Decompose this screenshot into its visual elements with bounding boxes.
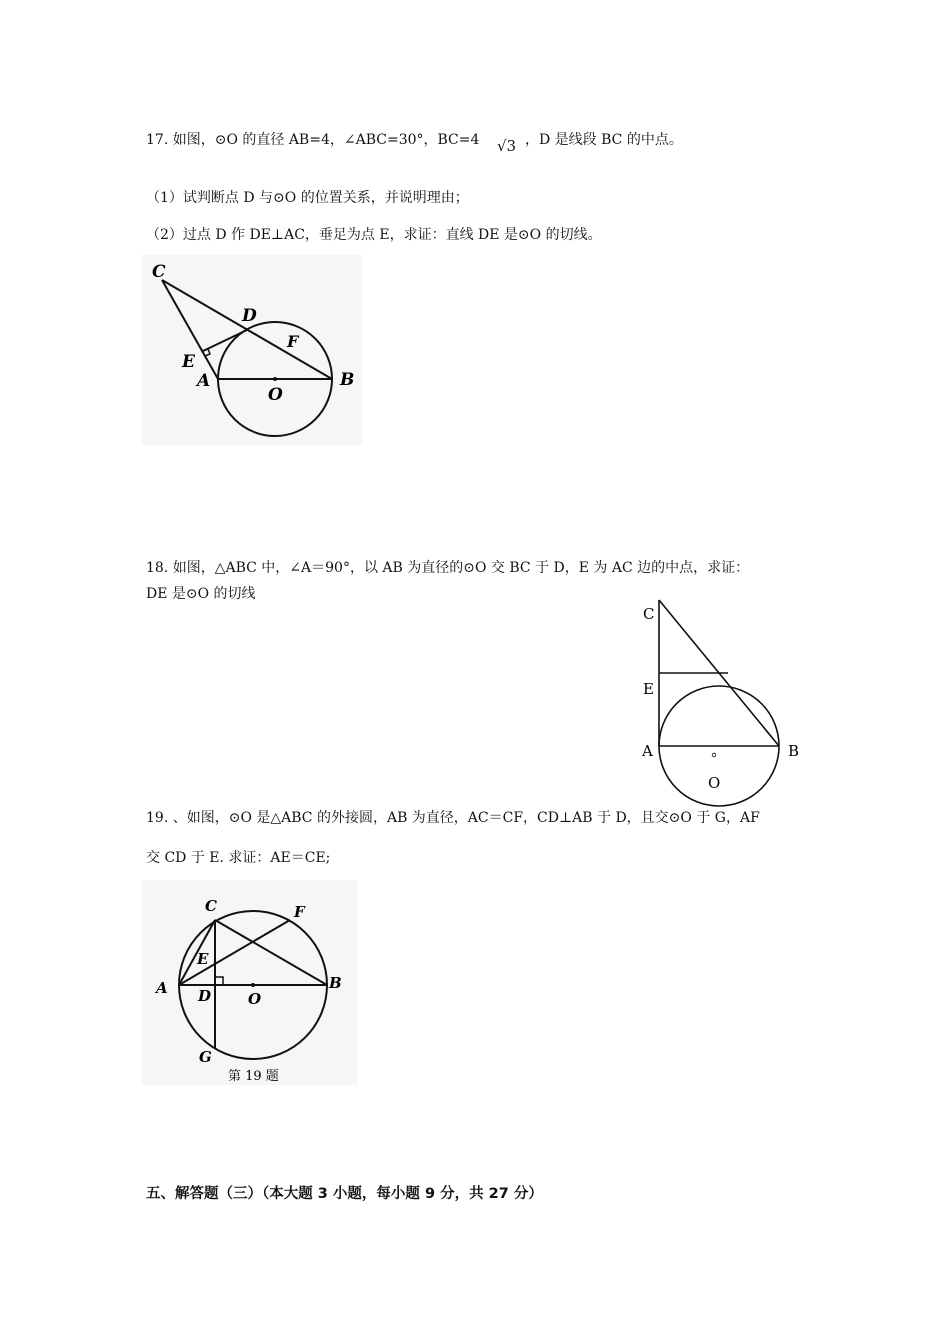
q18-label-c: C	[643, 605, 655, 623]
q18-figure	[638, 600, 818, 800]
q17-label-c: C	[152, 262, 166, 282]
q17-sqrt-three: √3	[497, 137, 517, 155]
q19-label-b: B	[329, 974, 342, 992]
q17-label-o: O	[268, 385, 283, 405]
q19-label-c: C	[205, 897, 217, 915]
q19-label-g: G	[199, 1048, 212, 1066]
q19-stem-line1: 19. 、如图，⊙O 是△ABC 的外接圆，AB 为直径，AC＝CF，CD⊥AB 于 D，且交⊙O 于 G，AF	[146, 810, 760, 826]
q17-label-d: D	[242, 306, 257, 326]
section5-heading: 五、解答题（三）（本大题 3 小题，每小题 9 分，共 27 分）	[146, 1186, 543, 1202]
q17-label-a: A	[197, 371, 211, 391]
q19-figure-caption: 第 19 题	[228, 1069, 279, 1084]
q19-label-a: A	[156, 979, 168, 997]
q17-label-b: B	[340, 370, 355, 390]
q19-label-e: E	[197, 950, 209, 968]
q19-stem-line2: 交 CD 于 E. 求证：AE＝CE;	[146, 850, 331, 866]
q17-figure	[142, 255, 362, 445]
q17-part2: （2）过点 D 作 DE⊥AC，垂足为点 E，求证：直线 DE 是⊙O 的切线。	[146, 227, 602, 243]
q17-label-e: E	[182, 352, 195, 372]
q18-label-a: A	[642, 742, 653, 760]
q17-figure-background	[142, 255, 362, 445]
q19-label-f: F	[294, 903, 305, 921]
q17-stem-prefix: 17. 如图，⊙O 的直径 AB=4，∠ABC=30°，BC=4	[146, 132, 480, 148]
q19-figure	[142, 880, 357, 1085]
q19-center-dot	[251, 983, 255, 987]
q18-label-e: E	[643, 680, 654, 698]
q19-label-o: O	[248, 990, 262, 1008]
q18-stem-line2: DE 是⊙O 的切线	[146, 586, 256, 602]
q17-stem	[146, 130, 479, 150]
q17-part1: （1）试判断点 D 与⊙O 的位置关系，并说明理由；	[146, 190, 469, 206]
q17-stem-suffix: ，D 是线段 BC 的中点。	[525, 132, 683, 148]
q18-stem-line1: 18. 如图，△ABC 中，∠A＝90°，以 AB 为直径的⊙O 交 BC 于 D，E 为 AC 边的中点，求证：	[146, 560, 750, 576]
q17-label-f: F	[287, 332, 299, 351]
q18-center-mark	[712, 753, 716, 757]
q18-label-o: O	[708, 774, 721, 792]
q18-label-b: B	[788, 742, 800, 760]
q17-center-dot	[273, 377, 277, 381]
q19-label-d: D	[198, 987, 212, 1005]
